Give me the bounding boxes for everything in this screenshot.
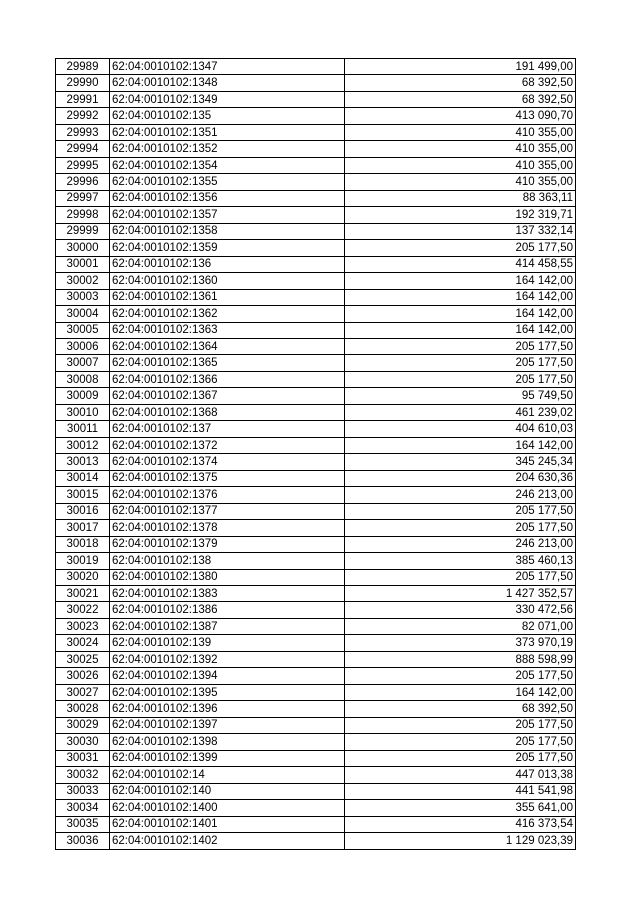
- row-number-cell: 30003: [56, 289, 110, 305]
- cadastral-number-cell: 62:04:0010102:1362: [110, 306, 345, 322]
- cadastral-number-cell: 62:04:0010102:1361: [110, 289, 345, 305]
- row-number-cell: 30008: [56, 371, 110, 387]
- table-row: [56, 371, 576, 387]
- row-number-cell: 30020: [56, 569, 110, 585]
- cadastral-number-cell: 62:04:0010102:1376: [110, 487, 345, 503]
- cadastral-number-cell: 62:04:0010102:1356: [110, 190, 345, 206]
- value-cell: 205 177,50: [345, 569, 576, 585]
- row-number-cell: 30016: [56, 503, 110, 519]
- table-row: [56, 207, 576, 223]
- row-number-cell: 30028: [56, 701, 110, 717]
- cadastral-number-cell: 62:04:0010102:1375: [110, 470, 345, 486]
- table-row: [56, 421, 576, 437]
- cadastral-number-cell: 62:04:0010102:1357: [110, 207, 345, 223]
- row-number-cell: 30004: [56, 306, 110, 322]
- row-number-cell: 30033: [56, 783, 110, 799]
- table-row: [56, 223, 576, 239]
- cadastral-table: [55, 58, 576, 850]
- value-cell: 414 458,55: [345, 256, 576, 272]
- row-number-cell: 29997: [56, 190, 110, 206]
- table-row: [56, 91, 576, 107]
- value-cell: 205 177,50: [345, 750, 576, 766]
- row-number-cell: 30014: [56, 470, 110, 486]
- cadastral-number-cell: 62:04:0010102:1368: [110, 404, 345, 420]
- value-cell: 410 355,00: [345, 141, 576, 157]
- cadastral-number-cell: 62:04:0010102:1399: [110, 750, 345, 766]
- table-row: [56, 404, 576, 420]
- table-row: [56, 124, 576, 140]
- table-row: [56, 684, 576, 700]
- cadastral-number-cell: 62:04:0010102:1365: [110, 355, 345, 371]
- cadastral-number-cell: 62:04:0010102:138: [110, 553, 345, 569]
- row-number-cell: 30009: [56, 388, 110, 404]
- table-row: [56, 454, 576, 470]
- value-cell: 246 213,00: [345, 536, 576, 552]
- value-cell: 68 392,50: [345, 701, 576, 717]
- cadastral-number-cell: 62:04:0010102:1380: [110, 569, 345, 585]
- value-cell: 416 373,54: [345, 816, 576, 832]
- cadastral-number-cell: 62:04:0010102:1386: [110, 602, 345, 618]
- value-cell: 204 630,36: [345, 470, 576, 486]
- cadastral-number-cell: 62:04:0010102:1366: [110, 371, 345, 387]
- row-number-cell: 30026: [56, 668, 110, 684]
- value-cell: 205 177,50: [345, 240, 576, 256]
- value-cell: 164 142,00: [345, 306, 576, 322]
- cadastral-number-cell: 62:04:0010102:1377: [110, 503, 345, 519]
- row-number-cell: 30006: [56, 338, 110, 354]
- value-cell: 205 177,50: [345, 338, 576, 354]
- value-cell: 330 472,56: [345, 602, 576, 618]
- table-row: [56, 569, 576, 585]
- row-number-cell: 30027: [56, 684, 110, 700]
- row-number-cell: 29998: [56, 207, 110, 223]
- cadastral-number-cell: 62:04:0010102:1398: [110, 734, 345, 750]
- cadastral-number-cell: 62:04:0010102:1387: [110, 618, 345, 634]
- table-row: [56, 816, 576, 832]
- row-number-cell: 30029: [56, 717, 110, 733]
- row-number-cell: 30010: [56, 404, 110, 420]
- cadastral-number-cell: 62:04:0010102:1395: [110, 684, 345, 700]
- table-row: [56, 190, 576, 206]
- table-row: [56, 174, 576, 190]
- value-cell: 164 142,00: [345, 322, 576, 338]
- cadastral-number-cell: 62:04:0010102:1352: [110, 141, 345, 157]
- table-row: [56, 273, 576, 289]
- row-number-cell: 30034: [56, 800, 110, 816]
- cadastral-number-cell: 62:04:0010102:1394: [110, 668, 345, 684]
- value-cell: 88 363,11: [345, 190, 576, 206]
- cadastral-table-body: [56, 59, 576, 850]
- row-number-cell: 30001: [56, 256, 110, 272]
- table-row: [56, 240, 576, 256]
- value-cell: 205 177,50: [345, 717, 576, 733]
- table-row: [56, 668, 576, 684]
- row-number-cell: 30025: [56, 651, 110, 667]
- table-row: [56, 108, 576, 124]
- value-cell: 205 177,50: [345, 371, 576, 387]
- row-number-cell: 29999: [56, 223, 110, 239]
- row-number-cell: 30032: [56, 767, 110, 783]
- row-number-cell: 29991: [56, 91, 110, 107]
- table-row: [56, 800, 576, 816]
- cadastral-number-cell: 62:04:0010102:1397: [110, 717, 345, 733]
- table-row: [56, 734, 576, 750]
- value-cell: 192 319,71: [345, 207, 576, 223]
- table-row: [56, 618, 576, 634]
- table-row: [56, 635, 576, 651]
- table-row: [56, 503, 576, 519]
- cadastral-number-cell: 62:04:0010102:1364: [110, 338, 345, 354]
- table-row: [56, 520, 576, 536]
- table-row: [56, 59, 576, 75]
- row-number-cell: 30023: [56, 618, 110, 634]
- value-cell: 68 392,50: [345, 91, 576, 107]
- table-row: [56, 437, 576, 453]
- value-cell: 410 355,00: [345, 124, 576, 140]
- cadastral-number-cell: 62:04:0010102:1378: [110, 520, 345, 536]
- value-cell: 441 541,98: [345, 783, 576, 799]
- cadastral-number-cell: 62:04:0010102:1383: [110, 586, 345, 602]
- cadastral-number-cell: 62:04:0010102:1372: [110, 437, 345, 453]
- value-cell: 137 332,14: [345, 223, 576, 239]
- table-row: [56, 141, 576, 157]
- cadastral-number-cell: 62:04:0010102:1354: [110, 157, 345, 173]
- cadastral-number-cell: 62:04:0010102:1348: [110, 75, 345, 91]
- cadastral-number-cell: 62:04:0010102:137: [110, 421, 345, 437]
- row-number-cell: 30015: [56, 487, 110, 503]
- row-number-cell: 30021: [56, 586, 110, 602]
- cadastral-number-cell: 62:04:0010102:140: [110, 783, 345, 799]
- value-cell: 410 355,00: [345, 157, 576, 173]
- cadastral-number-cell: 62:04:0010102:1358: [110, 223, 345, 239]
- row-number-cell: 30007: [56, 355, 110, 371]
- table-row: [56, 602, 576, 618]
- cadastral-number-cell: 62:04:0010102:1355: [110, 174, 345, 190]
- value-cell: 410 355,00: [345, 174, 576, 190]
- value-cell: 164 142,00: [345, 273, 576, 289]
- row-number-cell: 30031: [56, 750, 110, 766]
- table-row: [56, 470, 576, 486]
- table-row: [56, 833, 576, 849]
- row-number-cell: 30011: [56, 421, 110, 437]
- cadastral-number-cell: 62:04:0010102:1360: [110, 273, 345, 289]
- cadastral-number-cell: 62:04:0010102:1351: [110, 124, 345, 140]
- cadastral-number-cell: 62:04:0010102:1402: [110, 833, 345, 849]
- value-cell: 385 460,13: [345, 553, 576, 569]
- value-cell: 68 392,50: [345, 75, 576, 91]
- table-row: [56, 553, 576, 569]
- value-cell: 205 177,50: [345, 668, 576, 684]
- table-row: [56, 322, 576, 338]
- row-number-cell: 30030: [56, 734, 110, 750]
- row-number-cell: 29993: [56, 124, 110, 140]
- value-cell: 413 090,70: [345, 108, 576, 124]
- row-number-cell: 29989: [56, 59, 110, 75]
- table-row: [56, 750, 576, 766]
- row-number-cell: 30017: [56, 520, 110, 536]
- cadastral-number-cell: 62:04:0010102:1396: [110, 701, 345, 717]
- value-cell: 447 013,38: [345, 767, 576, 783]
- row-number-cell: 30018: [56, 536, 110, 552]
- cadastral-number-cell: 62:04:0010102:1374: [110, 454, 345, 470]
- row-number-cell: 30024: [56, 635, 110, 651]
- value-cell: 355 641,00: [345, 800, 576, 816]
- value-cell: 82 071,00: [345, 618, 576, 634]
- cadastral-number-cell: 62:04:0010102:1400: [110, 800, 345, 816]
- row-number-cell: 30005: [56, 322, 110, 338]
- table-row: [56, 487, 576, 503]
- cadastral-number-cell: 62:04:0010102:1347: [110, 59, 345, 75]
- table-row: [56, 651, 576, 667]
- cadastral-number-cell: 62:04:0010102:135: [110, 108, 345, 124]
- table-row: [56, 75, 576, 91]
- table-row: [56, 586, 576, 602]
- value-cell: 345 245,34: [345, 454, 576, 470]
- row-number-cell: 30013: [56, 454, 110, 470]
- cadastral-number-cell: 62:04:0010102:14: [110, 767, 345, 783]
- cadastral-number-cell: 62:04:0010102:1367: [110, 388, 345, 404]
- table-row: [56, 306, 576, 322]
- table-row: [56, 256, 576, 272]
- table-row: [56, 783, 576, 799]
- row-number-cell: 30012: [56, 437, 110, 453]
- value-cell: 164 142,00: [345, 289, 576, 305]
- table-row: [56, 157, 576, 173]
- value-cell: 404 610,03: [345, 421, 576, 437]
- value-cell: 1 129 023,39: [345, 833, 576, 849]
- table-row: [56, 289, 576, 305]
- table-row: [56, 536, 576, 552]
- row-number-cell: 30035: [56, 816, 110, 832]
- cadastral-number-cell: 62:04:0010102:139: [110, 635, 345, 651]
- value-cell: 246 213,00: [345, 487, 576, 503]
- row-number-cell: 30022: [56, 602, 110, 618]
- cadastral-number-cell: 62:04:0010102:1392: [110, 651, 345, 667]
- cadastral-number-cell: 62:04:0010102:1359: [110, 240, 345, 256]
- table-row: [56, 717, 576, 733]
- row-number-cell: 30019: [56, 553, 110, 569]
- value-cell: 888 598,99: [345, 651, 576, 667]
- table-row: [56, 767, 576, 783]
- row-number-cell: 29995: [56, 157, 110, 173]
- table-row: [56, 355, 576, 371]
- cadastral-number-cell: 62:04:0010102:1379: [110, 536, 345, 552]
- value-cell: 191 499,00: [345, 59, 576, 75]
- value-cell: 1 427 352,57: [345, 586, 576, 602]
- value-cell: 205 177,50: [345, 355, 576, 371]
- row-number-cell: 29992: [56, 108, 110, 124]
- cadastral-number-cell: 62:04:0010102:1349: [110, 91, 345, 107]
- value-cell: 95 749,50: [345, 388, 576, 404]
- table-row: [56, 701, 576, 717]
- table-row: [56, 338, 576, 354]
- value-cell: 373 970,19: [345, 635, 576, 651]
- value-cell: 164 142,00: [345, 437, 576, 453]
- cadastral-number-cell: 62:04:0010102:136: [110, 256, 345, 272]
- row-number-cell: 30000: [56, 240, 110, 256]
- value-cell: 205 177,50: [345, 520, 576, 536]
- table-row: [56, 388, 576, 404]
- row-number-cell: 29990: [56, 75, 110, 91]
- value-cell: 461 239,02: [345, 404, 576, 420]
- row-number-cell: 29994: [56, 141, 110, 157]
- row-number-cell: 30002: [56, 273, 110, 289]
- row-number-cell: 30036: [56, 833, 110, 849]
- value-cell: 205 177,50: [345, 503, 576, 519]
- cadastral-number-cell: 62:04:0010102:1401: [110, 816, 345, 832]
- value-cell: 164 142,00: [345, 684, 576, 700]
- value-cell: 205 177,50: [345, 734, 576, 750]
- row-number-cell: 29996: [56, 174, 110, 190]
- cadastral-number-cell: 62:04:0010102:1363: [110, 322, 345, 338]
